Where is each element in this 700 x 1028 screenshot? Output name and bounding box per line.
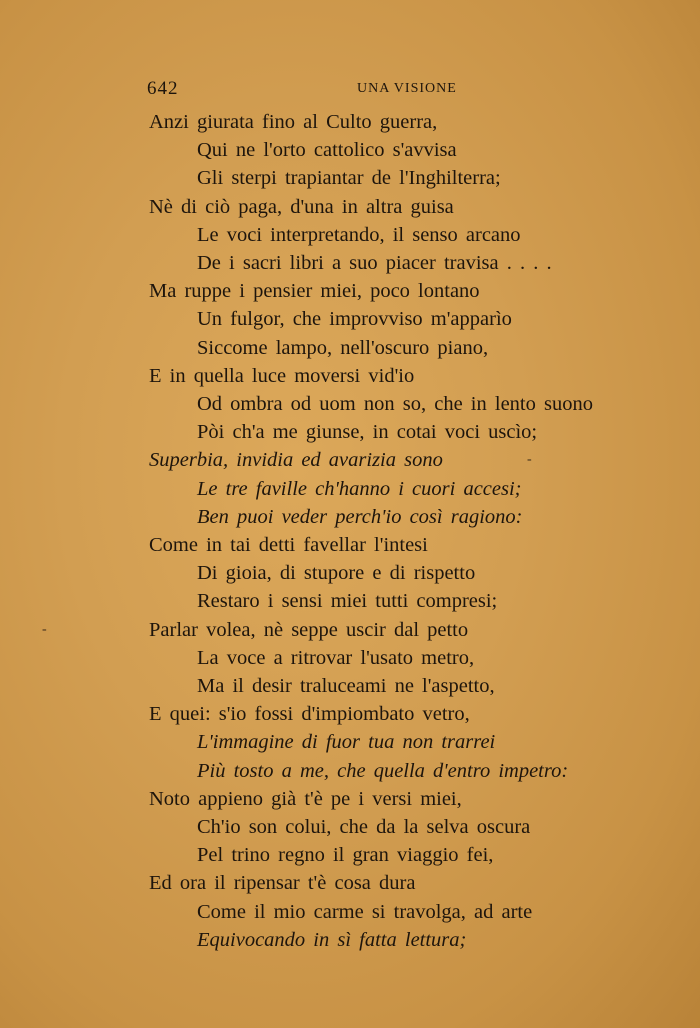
verse-line: E in quella luce moversi vid'io [149, 364, 415, 387]
verse-line-indented: Restaro i sensi miei tutti compresi; [197, 590, 498, 613]
verse-line-indented: Equivocando in sì fatta lettura; [197, 928, 467, 951]
verse-line-indented: Le voci interpretando, il senso arcano [197, 223, 521, 246]
verse-line-indented: Ma il desir traluceami ne l'aspetto, [197, 675, 495, 697]
verse-line: Parlar volea, nè seppe uscir dal petto [149, 618, 469, 641]
verse-line: Noto appieno già t'è pe i versi miei, [149, 787, 462, 810]
verse-line-indented: Più tosto a me, che quella d'entro impetro: [197, 759, 569, 782]
verse-line-indented: Un fulgor, che improvviso m'apparìo [197, 308, 512, 331]
verse-line-indented: Pel trino regno il gran viaggio fei, [197, 844, 494, 867]
verse-line-indented: L'immagine di fuor tua non trarrei [197, 731, 496, 754]
verse-line-indented: Od ombra od uom non so, che in lento suono [197, 393, 593, 415]
verse-line-indented: Ch'io son colui, che da la selva oscura [197, 816, 531, 838]
verse-line-indented: Qui ne l'orto cattolico s'avvisa [197, 139, 457, 162]
page-header [147, 78, 647, 102]
verse-line-indented: La voce a ritrovar l'usato metro, [197, 646, 475, 669]
page-number: 642 [147, 78, 179, 99]
verse-line-indented: Siccome lampo, nell'oscuro piano, [197, 336, 489, 359]
verse-line: Anzi giurata fino al Culto guerra, [149, 111, 438, 133]
verse-line: Come in tai detti favellar l'intesi [149, 534, 428, 556]
verse-line: Ma ruppe i pensier miei, poco lontano [149, 280, 480, 303]
ink-speck: - [527, 452, 532, 467]
verse-line-indented: Le tre faville ch'hanno i cuori accesi; [197, 477, 522, 500]
verse-line: Ed ora il ripensar t'è cosa dura [149, 872, 416, 895]
running-title: UNA VISIONE [357, 81, 457, 96]
verse-line-indented: Di gioia, di stupore e di rispetto [197, 562, 476, 585]
verse-line: Nè di ciò paga, d'una in altra guisa [149, 195, 454, 218]
verse-line: Superbia, invidia ed avarizia sono [149, 449, 443, 472]
verse-line-indented: Gli sterpi trapiantar de l'Inghilterra; [197, 167, 501, 190]
ink-speck: - [42, 622, 47, 637]
verse-line-indented: Ben puoi veder perch'io così ragiono: [197, 505, 523, 528]
verse-line-indented: Pòi ch'a me giunse, in cotai voci uscìo; [197, 421, 538, 444]
verse-line-indented: Come il mio carme si travolga, ad arte [197, 900, 533, 923]
verse-line: E quei: s'io fossi d'impiombato vetro, [149, 703, 470, 726]
verse-line-indented: De i sacri libri a suo piacer travisa . . . . [197, 252, 552, 274]
